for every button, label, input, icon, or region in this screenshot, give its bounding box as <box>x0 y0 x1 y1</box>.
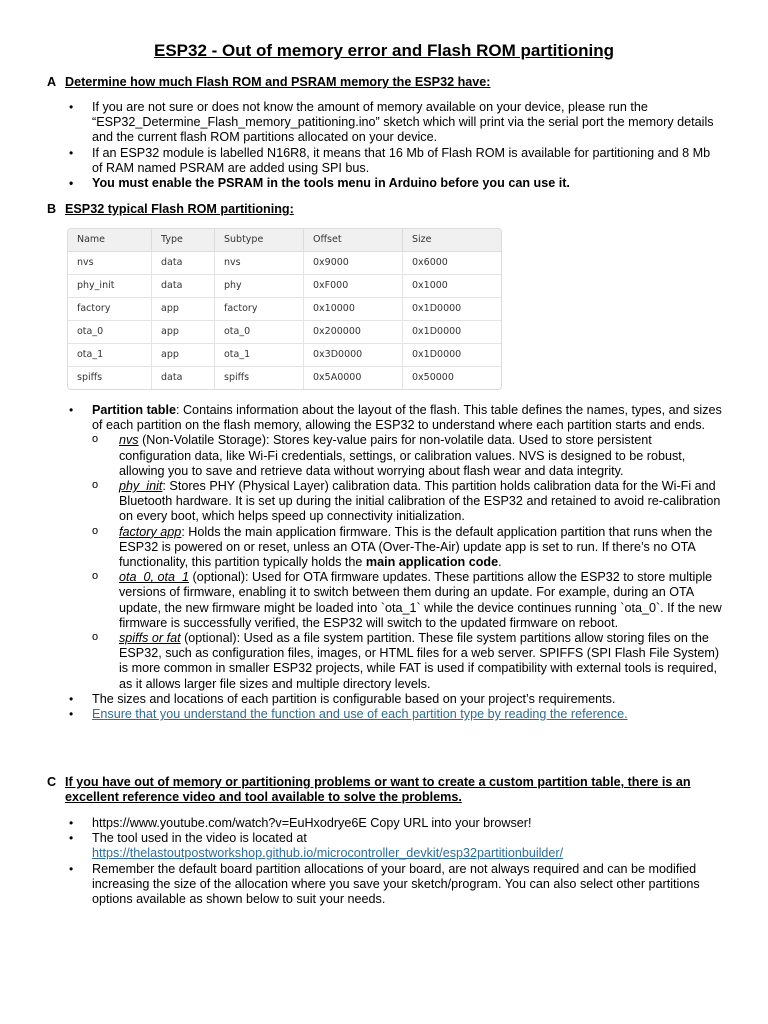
cell-size: 0x50000 <box>412 372 454 384</box>
cell-type: data <box>152 275 215 298</box>
table-row <box>68 252 501 275</box>
list-item-reference <box>92 707 722 722</box>
cell-type: app <box>152 344 215 367</box>
list-item: • https://www.youtube.com/watch?v=EuHxodrye6E Copy URL into your browser! <box>92 816 722 831</box>
nvs-label: nvs <box>119 433 139 448</box>
cell-size: 0x1D0000 <box>403 321 502 344</box>
table-row <box>68 367 501 390</box>
partition-sub-list <box>119 433 722 691</box>
cell-type: app <box>152 298 215 321</box>
sub-item-factory <box>119 525 722 571</box>
cell-size: 0x1D0000 <box>403 344 502 367</box>
section-c-letter: C <box>47 775 57 789</box>
sub-item-ota <box>119 570 722 631</box>
cell-subtype: spiffs <box>215 367 304 390</box>
factory-end: . <box>498 555 502 570</box>
table-row <box>68 275 501 298</box>
cell-name: phy_init <box>68 275 152 298</box>
table-header-row <box>68 229 501 252</box>
cell-offset: 0x3D0000 <box>304 344 403 367</box>
section-a-title: Determine how much Flash ROM and PSRAM memory the ESP32 have: <box>65 75 491 89</box>
section-b-letter: B <box>47 202 57 216</box>
list-item-tool <box>92 831 722 861</box>
cell-offset: 0x9000 <box>304 252 403 275</box>
cell-offset: 0x10000 <box>304 298 403 321</box>
cell-name: nvs <box>68 252 152 275</box>
column-header-size: Size <box>403 229 502 252</box>
sub-item-nvs <box>119 433 722 479</box>
section-a-list <box>92 100 722 191</box>
list-item: • You must enable the PSRAM in the tools menu in Arduino before you can use it. <box>92 176 722 191</box>
cell-name: spiffs <box>68 367 152 390</box>
cell-size: 0x1000 <box>403 275 502 298</box>
cell-type: app <box>152 321 215 344</box>
phy-text: : Stores PHY (Physical Layer) calibration data. This partition holds calibration data for the Wi-Fi and Bluetooth hardware. It is set up during the initial calibration of the ESP32 and retained to avoid re-calibration on every boot, which helps speed up connectivity initialization. <box>119 479 721 524</box>
column-header-offset: Offset <box>304 229 403 252</box>
cell-size: 0x6000 <box>403 252 502 275</box>
table-row <box>68 298 501 321</box>
partition-table <box>67 228 502 390</box>
ota-text: (optional): Used for OTA firmware updates. These partitions allow the ESP32 to store multiple versions of firmware, enabling it to switch between them during an update. For example, during an OTA update, the new firmware might be loaded into `ota_1` while the device continues running `ota_0`. If the new firmware is successfully verified, the ESP32 will switch to the updated firmware on reboot. <box>119 570 722 630</box>
section-c-list <box>92 816 722 907</box>
cell-size: 0x1D0000 <box>403 298 502 321</box>
cell-subtype: ota_0 <box>215 321 304 344</box>
page-title: ESP32 - Out of memory error and Flash ROM partitioning <box>153 41 614 60</box>
tool-text: The tool used in the video is located at <box>92 831 307 846</box>
column-header-type: Type <box>152 229 215 252</box>
spiffs-text: (optional): Used as a file system partition. These file system partitions allow storing files on the ESP32, such as configuration files, images, or HTML files for a web server. SPIFFS (SPI Flash File System) is more common in smaller ESP32 projects, while FAT is used if compatibility with external tools is required, as it allows larger file sizes and multiple directory levels. <box>119 631 720 691</box>
cell-name: factory <box>68 298 152 321</box>
cell-subtype: ota_1 <box>215 344 304 367</box>
column-header-subtype: Subtype <box>215 229 304 252</box>
cell-name: ota_1 <box>68 344 152 367</box>
column-header-name: Name <box>68 229 152 252</box>
cell-offset: 0xF000 <box>304 275 403 298</box>
factory-text: : Holds the main application firmware. This is the default application partition that runs when the ESP32 is powered on or reset, unless an OTA (Over-The-Air) update app is set to run. If there’s no OTA functionality, this partition typically holds the <box>119 524 713 570</box>
cell-type: data <box>152 252 215 275</box>
cell-subtype: factory <box>215 298 304 321</box>
list-item: • If an ESP32 module is labelled N16R8, it means that 16 Mb of Flash ROM is available for partitioning and 8 Mb of RAM named PSRAM are added using SPI bus. <box>92 146 722 176</box>
section-b-title: ESP32 typical Flash ROM partitioning: <box>65 202 294 216</box>
ota-label: ota_0, ota_1 <box>119 570 190 585</box>
spiffs-label: spiffs or fat <box>119 631 181 646</box>
factory-label: factory app <box>119 524 182 539</box>
partition-table-text: : Contains information about the layout of the flash. This table defines the names, types, and sizes of each partition on the flash memory, allowing the ESP32 to understand where each partition starts and ends. <box>92 403 722 433</box>
section-b-list <box>92 403 722 722</box>
tool-link[interactable]: https://thelastoutpostworkshop.github.io/microcontroller_devkit/esp32partitionbuilder/ <box>92 846 564 861</box>
cell-subtype: phy <box>215 275 304 298</box>
cell-name: ota_0 <box>68 321 152 344</box>
list-item-partition-table <box>92 403 722 692</box>
section-a-letter: A <box>47 75 57 89</box>
phy-label: phy_init <box>119 479 163 494</box>
list-item: • Remember the default board partition allocations of your board, are not always required and can be modified increasing the size of the allocation where you save your sketch/program. You can also select other partitions options available as shown below to suit your needs. <box>92 862 722 908</box>
cell-offset: 0x200000 <box>304 321 403 344</box>
sub-item-spiffs <box>119 631 722 692</box>
list-item: • The sizes and locations of each partition is configurable based on your project’s requirements. <box>92 692 722 707</box>
factory-bold: main application code <box>365 555 499 570</box>
cell-subtype: nvs <box>215 252 304 275</box>
sub-item-phy <box>119 479 722 525</box>
reference-link[interactable]: Ensure that you understand the function and use of each partition type by reading the reference. <box>92 707 628 722</box>
cell-type: data <box>152 367 215 390</box>
list-item: • If you are not sure or does not know the amount of memory available on your device, please run the “ESP32_Determine_Flash_memory_patitioning.ino” sketch which will print via the serial port the memory details and the current flash ROM partitions allocated on your device. <box>92 100 722 146</box>
cell-offset: 0x5A0000 <box>304 367 403 390</box>
table-row <box>68 321 501 344</box>
nvs-text: (Non-Volatile Storage): Stores key-value pairs for non-volatile data. Used to store persistent configuration data, like Wi-Fi credentials, settings, or calibration values. NVS is designed to be robust, allowing you to save and retrieve data without worrying about flash wear and data integrity. <box>119 433 686 478</box>
table-row <box>68 344 501 367</box>
partition-table-label: Partition table <box>92 403 176 417</box>
section-c-title: If you have out of memory or partitioning problems or want to create a custom partition table, there is an excellent reference video and tool available to solve the problems. <box>65 775 691 805</box>
